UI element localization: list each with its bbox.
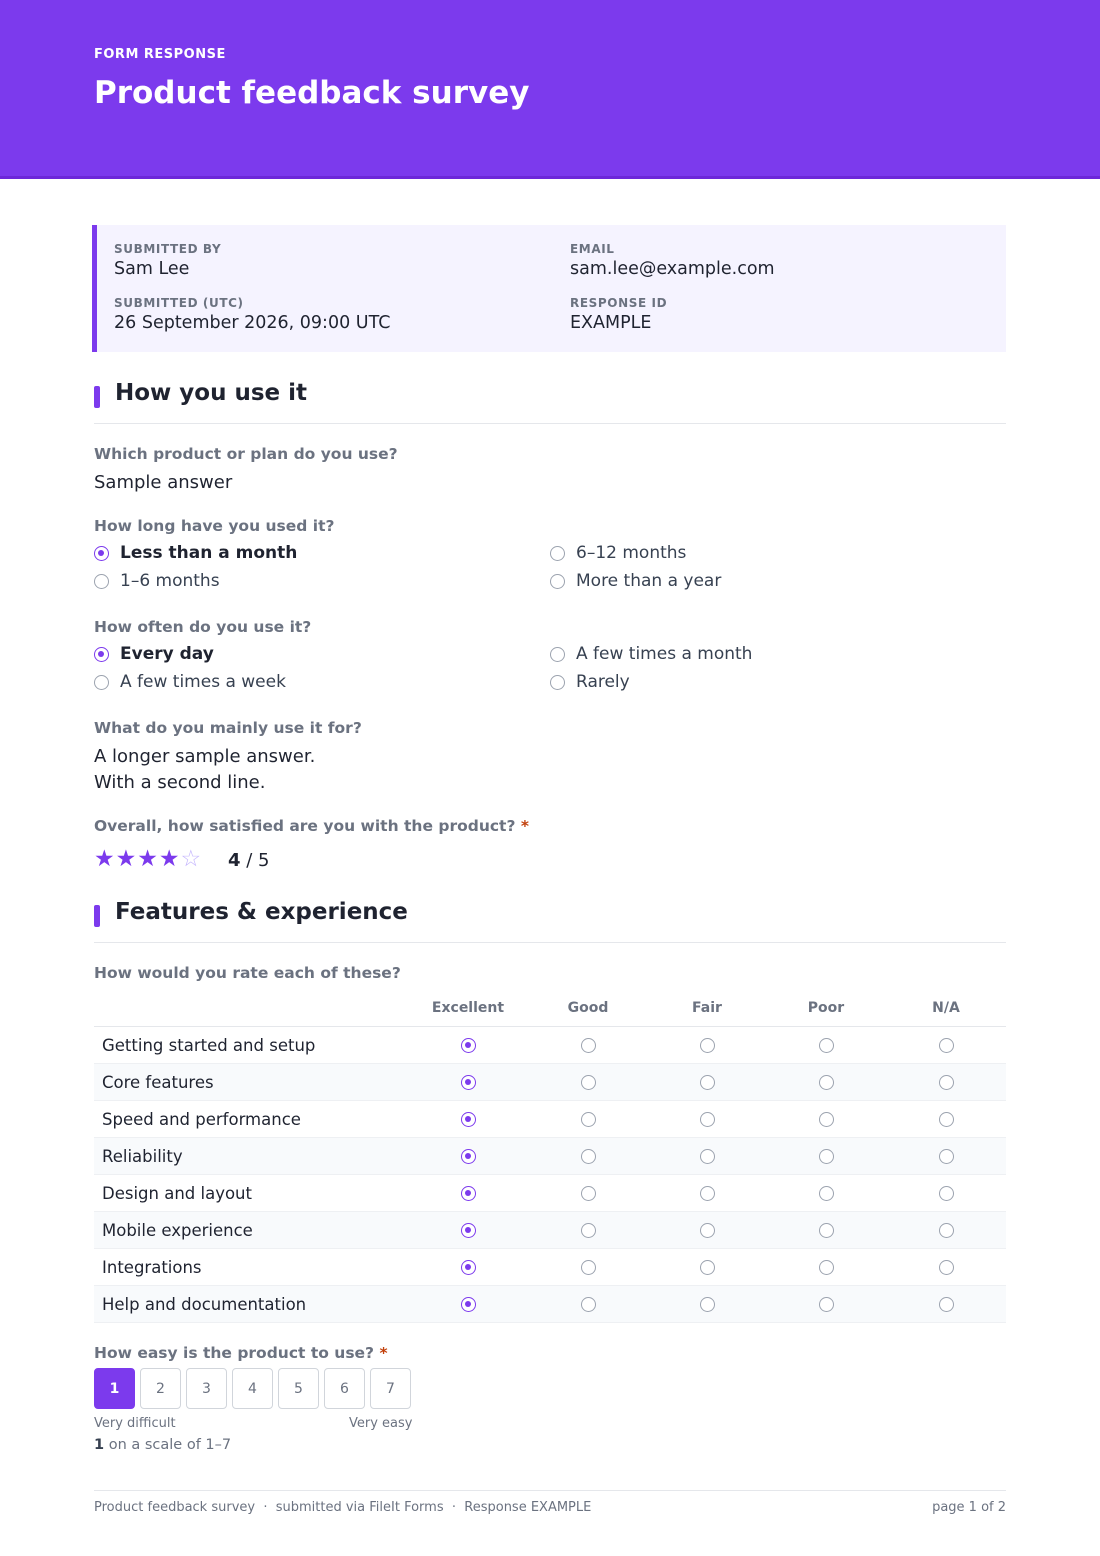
rating-max: / 5 — [246, 850, 270, 871]
answer-line: A longer sample answer. — [94, 746, 316, 767]
radio-icon — [550, 546, 565, 561]
question-how-long: How long have you used it? — [94, 517, 335, 535]
scale-option-2[interactable]: 2 — [140, 1368, 181, 1409]
grid-radio[interactable] — [939, 1149, 954, 1164]
grid-radio[interactable] — [700, 1112, 715, 1127]
grid-radio[interactable] — [581, 1149, 596, 1164]
star-filled-icon: ★★★★ — [94, 846, 181, 872]
grid-row-label: Integrations — [102, 1258, 202, 1277]
email-label: EMAIL — [570, 242, 615, 256]
grid-radio[interactable] — [700, 1038, 715, 1053]
grid-column-poor: Poor — [807, 1000, 845, 1016]
grid-radio[interactable] — [700, 1149, 715, 1164]
grid-row — [94, 1212, 1006, 1249]
grid-radio[interactable] — [581, 1075, 596, 1090]
grid-radio[interactable] — [819, 1297, 834, 1312]
grid-row-label: Speed and performance — [102, 1110, 301, 1129]
scale-option-3[interactable]: 3 — [186, 1368, 227, 1409]
grid-row-label: Getting started and setup — [102, 1036, 316, 1055]
page-footer — [94, 1490, 1006, 1515]
submitted-utc-label: SUBMITTED (UTC) — [114, 296, 244, 310]
grid-column-fair: Fair — [692, 1000, 722, 1016]
grid-row-label: Mobile experience — [102, 1221, 253, 1240]
grid-row — [94, 1286, 1006, 1323]
scale-high-label: Very easy — [349, 1416, 413, 1431]
grid-row — [94, 1138, 1006, 1175]
grid-radio[interactable] — [939, 1297, 954, 1312]
radio-icon — [550, 574, 565, 589]
option-label: Less than a month — [120, 543, 298, 563]
option-label: More than a year — [576, 571, 722, 591]
grid-row — [94, 1064, 1006, 1101]
option-label: 6–12 months — [576, 543, 687, 563]
grid-radio-selected[interactable] — [461, 1075, 476, 1090]
grid-row-label: Design and layout — [102, 1184, 252, 1203]
option-every-day[interactable] — [94, 644, 214, 664]
scale-summary — [94, 1437, 231, 1453]
grid-radio[interactable] — [939, 1075, 954, 1090]
rating-score — [228, 850, 270, 871]
grid-radio[interactable] — [819, 1075, 834, 1090]
grid-row — [94, 1175, 1006, 1212]
grid-radio[interactable] — [581, 1297, 596, 1312]
question-ease-of-use — [94, 1344, 388, 1362]
header-banner — [0, 0, 1100, 179]
grid-row — [94, 1101, 1006, 1138]
grid-radio-selected[interactable] — [461, 1223, 476, 1238]
section-title: Features & experience — [115, 899, 408, 925]
option-label: A few times a week — [120, 672, 286, 692]
grid-radio[interactable] — [581, 1186, 596, 1201]
grid-row-label: Core features — [102, 1073, 214, 1092]
option-1-6-months[interactable] — [94, 571, 220, 591]
grid-radio[interactable] — [939, 1186, 954, 1201]
grid-radio[interactable] — [819, 1223, 834, 1238]
option-label: A few times a month — [576, 644, 753, 664]
scale-low-label: Very difficult — [94, 1416, 176, 1431]
scale-option-6[interactable]: 6 — [324, 1368, 365, 1409]
grid-row-label: Help and documentation — [102, 1295, 307, 1314]
grid-radio[interactable] — [581, 1112, 596, 1127]
footer-page-number: page 1 of 2 — [932, 1500, 1006, 1515]
required-marker: * — [379, 1344, 388, 1362]
grid-row — [94, 1249, 1006, 1286]
radio-icon — [94, 574, 109, 589]
option-few-times-month[interactable] — [550, 644, 752, 664]
header-kicker: FORM RESPONSE — [94, 47, 226, 62]
scale-option-4[interactable]: 4 — [232, 1368, 273, 1409]
section-features-experience — [94, 899, 1006, 943]
grid-radio[interactable] — [939, 1260, 954, 1275]
grid-radio[interactable] — [700, 1186, 715, 1201]
question-label: Overall, how satisfied are you with the product? — [94, 817, 516, 835]
grid-radio-selected[interactable] — [461, 1038, 476, 1053]
grid-radio-selected[interactable] — [461, 1186, 476, 1201]
grid-radio[interactable] — [939, 1223, 954, 1238]
grid-radio[interactable] — [700, 1260, 715, 1275]
grid-radio-selected[interactable] — [461, 1297, 476, 1312]
section-title: How you use it — [115, 380, 308, 406]
question-product-plan: Which product or plan do you use? — [94, 445, 398, 463]
answer-main-use — [94, 744, 315, 796]
scale-value: 1 — [94, 1437, 105, 1453]
option-rarely[interactable] — [550, 672, 630, 692]
option-few-times-week[interactable] — [94, 672, 286, 692]
grid-radio[interactable] — [939, 1038, 954, 1053]
grid-radio[interactable] — [581, 1038, 596, 1053]
scale-note-text: on a scale of 1–7 — [108, 1437, 232, 1453]
option-less-than-a-month[interactable] — [94, 543, 297, 563]
submitted-utc-value: 26 September 2026, 09:00 UTC — [114, 313, 391, 333]
grid-radio[interactable] — [700, 1223, 715, 1238]
option-label: Every day — [120, 644, 214, 664]
scale-option-5[interactable]: 5 — [278, 1368, 319, 1409]
grid-row — [94, 1027, 1006, 1064]
question-rate-each: How would you rate each of these? — [94, 964, 401, 982]
submitted-by-value: Sam Lee — [114, 259, 190, 279]
grid-radio[interactable] — [700, 1075, 715, 1090]
scale-option-7[interactable]: 7 — [370, 1368, 411, 1409]
page-title: Product feedback survey — [94, 75, 530, 111]
option-label: Rarely — [576, 672, 630, 692]
section-accent-bar — [94, 386, 100, 408]
grid-row-label: Reliability — [102, 1147, 183, 1166]
submitted-by-label: SUBMITTED BY — [114, 242, 222, 256]
question-how-often: How often do you use it? — [94, 618, 312, 636]
grid-radio[interactable] — [819, 1186, 834, 1201]
question-label: How easy is the product to use? — [94, 1344, 375, 1362]
section-how-you-use-it — [94, 380, 1006, 424]
grid-radio[interactable] — [819, 1149, 834, 1164]
rating-value: 4 — [228, 850, 241, 871]
grid-radio[interactable] — [581, 1260, 596, 1275]
star-empty-icon: ☆ — [180, 846, 203, 872]
radio-selected-icon — [94, 546, 109, 561]
grid-radio[interactable] — [819, 1260, 834, 1275]
grid-radio-selected[interactable] — [461, 1260, 476, 1275]
required-marker: * — [520, 817, 529, 835]
star-rating — [94, 846, 202, 872]
rating-grid — [94, 1026, 1006, 1323]
submission-meta — [92, 225, 1006, 352]
grid-column-na: N/A — [932, 1000, 960, 1016]
option-more-than-a-year[interactable] — [550, 571, 721, 591]
grid-column-good: Good — [567, 1000, 609, 1016]
grid-radio[interactable] — [819, 1038, 834, 1053]
option-6-12-months[interactable] — [550, 543, 686, 563]
response-id-value: EXAMPLE — [570, 313, 652, 333]
grid-column-excellent: Excellent — [431, 1000, 505, 1016]
radio-icon — [94, 675, 109, 690]
scale-option-1[interactable]: 1 — [94, 1368, 135, 1409]
response-id-label: RESPONSE ID — [570, 296, 668, 310]
footer-left: Product feedback survey · submitted via FileIt Forms · Response EXAMPLE — [94, 1500, 592, 1515]
option-label: 1–6 months — [120, 571, 220, 591]
radio-selected-icon — [94, 647, 109, 662]
email-value: sam.lee@example.com — [570, 259, 775, 279]
radio-icon — [550, 675, 565, 690]
grid-radio[interactable] — [939, 1112, 954, 1127]
grid-radio-selected[interactable] — [461, 1149, 476, 1164]
question-satisfaction — [94, 817, 529, 835]
question-main-use: What do you mainly use it for? — [94, 719, 362, 737]
ease-scale — [94, 1368, 416, 1409]
section-accent-bar — [94, 905, 100, 927]
grid-radio[interactable] — [581, 1223, 596, 1238]
grid-radio[interactable] — [819, 1112, 834, 1127]
answer-line: With a second line. — [94, 772, 266, 793]
grid-radio-selected[interactable] — [461, 1112, 476, 1127]
answer-product-plan: Sample answer — [94, 472, 233, 493]
radio-icon — [550, 647, 565, 662]
grid-radio[interactable] — [700, 1297, 715, 1312]
